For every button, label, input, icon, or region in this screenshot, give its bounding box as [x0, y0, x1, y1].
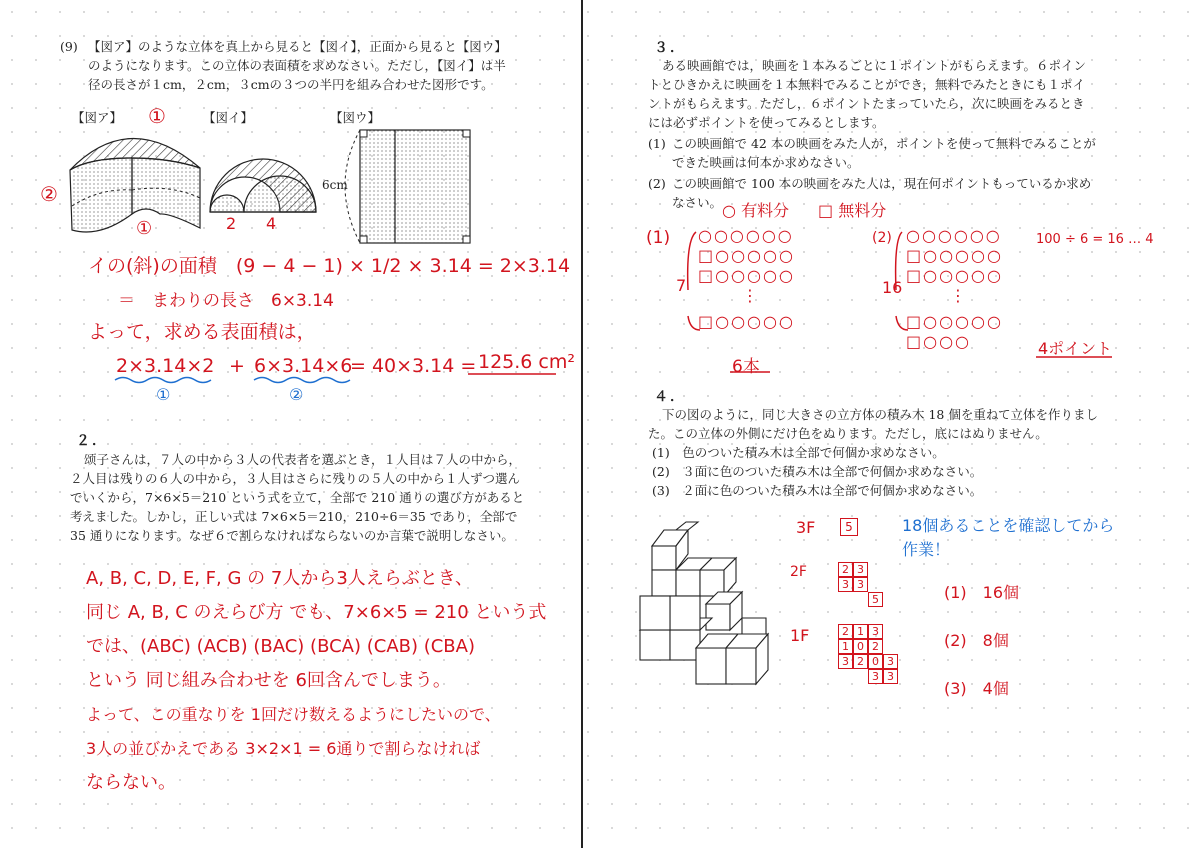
floor2-cell: 5: [868, 592, 883, 607]
q3-line: ントがもらえます。ただし，６ポイントたまっていたら，次に映画をみるとき: [648, 96, 1085, 111]
floor1-cell: 0: [868, 654, 883, 669]
q3-sub1-text: [672, 134, 1102, 172]
mark-circle-1: ①: [148, 104, 166, 128]
q3-line: には必ずポイントを使ってみるとします。: [648, 115, 885, 130]
fig-u-label: 【図ウ】: [330, 110, 381, 125]
q4-note: [902, 514, 1114, 562]
q3-work1-answer: 6本: [732, 357, 760, 377]
q4-answer-3: (3) 4個: [944, 679, 1009, 698]
q2-answer-line: 同じ A, B, C のえらび方 でも、7×6×5 = 210 という式: [86, 602, 547, 623]
q9-circle-1-blue: ①: [156, 385, 171, 404]
legend-paid: ○ 有料分: [722, 201, 790, 220]
floor1-cell: 2: [838, 624, 853, 639]
q2-answer-line: 3人の並びかえである 3×2×1 = 6通りで割らなければ: [86, 739, 481, 758]
q9-number: (9): [60, 39, 78, 54]
q3-work2-row: ⋮: [950, 286, 968, 305]
legend-free: □ 無料分: [818, 201, 887, 220]
q4-sub: (2) ３面に色のついた積み木は全部で何個か求めなさい。: [652, 464, 983, 479]
q9-term-2: 6×3.14×6: [254, 355, 353, 377]
q3-text: [648, 56, 1098, 132]
q2-number: ２．: [76, 433, 108, 449]
q3-work2-row: □○○○○○: [906, 312, 1003, 331]
q2-answer-line: よって、この重なりを 1回だけ数えるようにしたいので、: [86, 705, 501, 724]
q4-number: ４．: [654, 389, 686, 405]
q9-text: [88, 37, 508, 94]
q2-answer-line: では、(ABC) (ACB) (BAC) (BCA) (CAB) (CBA): [86, 636, 475, 657]
q9-line: 径の長さが１cm，２cm，３cmの３つの半円を組み合わせた図形です。: [88, 77, 494, 92]
floor1-cell: 0: [853, 639, 868, 654]
q9-answer: 125.6 cm²: [478, 351, 576, 373]
q9-work-line2: ＝ まわりの長さ 6×3.14: [118, 291, 334, 311]
q9-term-1: 2×3.14×2: [116, 355, 215, 377]
q4-line: 下の図のように，同じ大きさの立方体の積み木 18 個を重ねて立体を作りまし: [662, 407, 1099, 422]
fig-a-label: 【図ア】: [72, 110, 123, 125]
q3-work2-row: □○○○○○: [906, 266, 1003, 285]
mark-circle-2: ②: [40, 182, 58, 206]
q3-line: ある映画館では，映画を１本みるごとに１ポイントがもらえます。６ポイン: [662, 58, 1087, 73]
height-label: 6cm: [322, 178, 348, 192]
q3-work1-label: (1): [646, 228, 671, 248]
page-divider: [581, 0, 583, 848]
q9-line: 【図ア】のような立体を真上から見ると【図イ】，正面から見ると【図ウ】: [88, 39, 507, 54]
q4-text: [648, 405, 1128, 443]
q3-work2-row: □○○○○○: [906, 246, 1003, 265]
q3-work2-row: ○○○○○○: [906, 226, 1002, 245]
figure-i-top-view: [205, 140, 320, 220]
q2-line: 考えました。しかし，正しい式は 7×6×5＝210，210÷6＝35 であり，全部で: [70, 509, 518, 524]
floor1-cell: 1: [838, 639, 853, 654]
q4-line: た。この立体の外側にだけ色をぬります。ただし，底にはぬりません。: [648, 426, 1048, 441]
q2-answer-line: ならない。: [86, 772, 176, 793]
q4-sub: (3) ２面に色のついた積み木は全部で何個か求めなさい。: [652, 483, 983, 498]
q3-work1-row: ⋮: [742, 286, 760, 305]
q4-answer-2: (2) 8個: [944, 631, 1009, 650]
q2-answer-line: という 同じ組み合わせを 6回含んでしまう。: [86, 670, 451, 691]
floor1-cell: 1: [853, 624, 868, 639]
q3-work1-bracket: [0, 0, 1, 1]
q3-sub1-line: この映画館で 42 本の映画をみた人が，ポイントを使って無料でみることが: [672, 136, 1096, 151]
q9-plus: +: [229, 355, 245, 377]
floor1-cell: 3: [868, 624, 883, 639]
q2-line: ２人目は残りの６人の中から，３人目はさらに残りの５人の中から１人ずつ選ん: [70, 471, 521, 486]
fig-i-label: 【図イ】: [203, 110, 254, 125]
figure-u-front-view: [340, 125, 480, 250]
floor1-cell: 2: [868, 639, 883, 654]
q9-work-line1: イの(斜)の面積 (9 − 4 − 1) × 1/2 × 3.14 = 2×3.14: [88, 255, 571, 277]
q2-answer-line: A, B, C, D, E, F, G の 7人から3人えらぶとき、: [86, 568, 474, 589]
q3-work2-row: □○○○: [906, 332, 971, 351]
q2-answer: [86, 562, 556, 800]
q3-work2-label: (2): [872, 230, 892, 246]
floor2-label: 2F: [790, 564, 807, 580]
floor1-cell: 3: [838, 654, 853, 669]
floor2-cell: 3: [838, 577, 853, 592]
figure-a-solid: [60, 118, 210, 248]
q3-work1-row: ○○○○○○: [698, 226, 794, 245]
q4-answer-1: (1) 16個: [944, 583, 1020, 602]
q3-sub2-line: この映画館で 100 本の映画をみた人は，現在何ポイントもっているか求め: [672, 176, 1092, 191]
q9-circle-2-blue: ②: [289, 385, 304, 404]
q3-sub1-line: できた映画は何本か求めなさい。: [672, 155, 860, 170]
q3-number: ３．: [654, 40, 686, 56]
q4-sub: (1) 色のついた積み木は全部で何個か求めなさい。: [652, 445, 945, 460]
floor1-cell: 3: [883, 669, 898, 684]
q3-work1-rows: [698, 226, 795, 332]
q4-subs: [652, 443, 1052, 500]
mark-dim-4: 4: [266, 214, 277, 233]
q9-equals: = 40×3.14 =: [350, 355, 477, 377]
mark-circle-1-bottom: ①: [136, 218, 153, 239]
floor2-cell: 3: [853, 577, 868, 592]
q2-line: でいくから，7×6×5＝210 という式を立て，全部で 210 通りの選び方があると: [70, 490, 525, 505]
floor1-cell: 3: [868, 669, 883, 684]
q4-note-line: 作業！: [902, 540, 951, 559]
q3-sub2-line: なさい。: [672, 195, 723, 210]
q2-line: 颂子さんは，７人の中から３人の代表者を選ぶとき，１人目は７人の中から，: [84, 452, 522, 467]
floor2-cell: 3: [853, 562, 868, 577]
q3-work1-row: □○○○○○: [698, 246, 795, 265]
q3-work2-answer: 4ポイント: [1038, 339, 1113, 358]
q3-work2-calc: 100 ÷ 6 = 16 … 4: [1036, 232, 1154, 247]
q3-sub1-num: (1): [648, 136, 666, 151]
q9-work-line3: よって，求める表面積は，: [88, 321, 316, 343]
q3-work2-side: 16: [882, 278, 903, 297]
q4-note-line: 18個あることを確認してから: [902, 516, 1115, 535]
floor3-label: 3F: [796, 518, 816, 537]
q2-line: 35 通りになります。なぜ６で割らなければならないのか言葉で説明しなさい。: [70, 528, 514, 543]
floor3-cell: 5: [840, 518, 858, 536]
cube-stack-figure: [636, 520, 776, 690]
q3-work2-rows: [906, 226, 1003, 352]
q3-work1-side: 7: [676, 276, 687, 295]
q3-sub2-num: (2): [648, 176, 666, 191]
floor1-cell: 2: [853, 654, 868, 669]
floor1-label: 1F: [790, 626, 810, 645]
q3-line: トとひきかえに映画を１本無料でみることができ，無料でみたときにも１ポイ: [648, 77, 1086, 92]
floor1-cell: 3: [883, 654, 898, 669]
q2-text: [70, 450, 550, 545]
q3-work1-row: □○○○○○: [698, 266, 795, 285]
q9-line: のようになります。この立体の表面積を求めなさい。ただし，【図イ】は半: [88, 58, 506, 73]
floor2-cell: 2: [838, 562, 853, 577]
q3-work1-row: □○○○○○: [698, 312, 795, 331]
mark-dim-2: 2: [226, 214, 237, 233]
